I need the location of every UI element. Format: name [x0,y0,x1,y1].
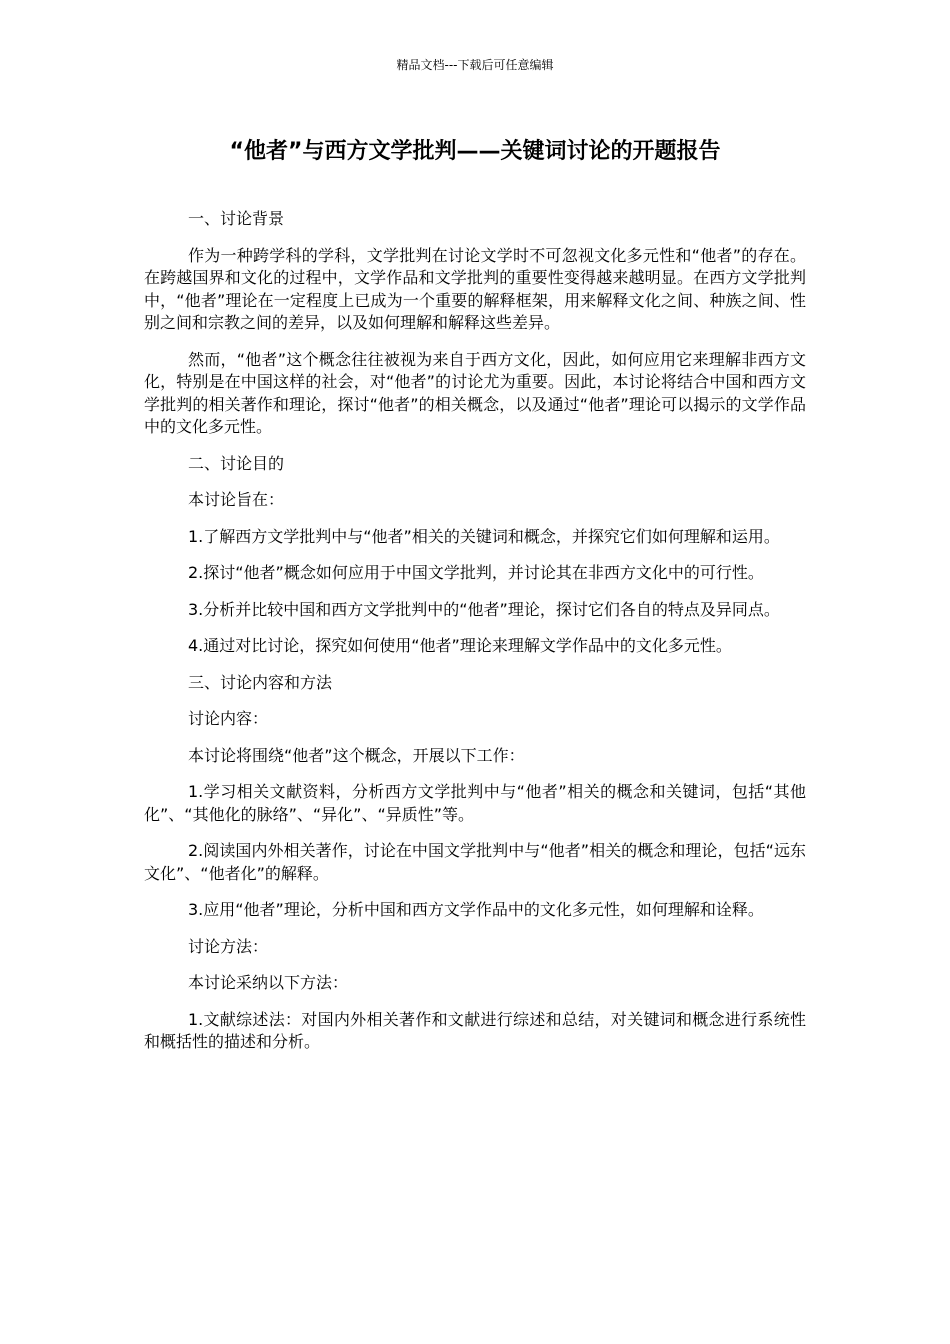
page-header: 精品文档---下载后可任意编辑 [396,58,554,72]
subheading-method: 讨论方法： [188,936,269,956]
paragraph-method-intro: 本讨论采纳以下方法： [188,973,349,992]
document-title: “他者”与西方文学批判——关键词讨论的开题报告 [229,139,721,164]
paragraph-content-intro: 本讨论将围绕“他者”这个概念，开展以下工作： [188,745,525,765]
paragraph-purpose-intro: 本讨论旨在： [188,490,285,509]
document-body [144,208,806,1068]
purpose-item-4: 4.通过对比讨论，探究如何使用“他者”理论来理解文学作品中的文化多元性。 [188,636,732,655]
subheading-content: 讨论内容： [188,709,269,728]
purpose-item-3: 3.分析并比较中国和西方文学批判中的“他者”理论，探讨它们各自的特点及异同点。 [188,599,780,619]
paragraph-background-1: 作为一种跨学科的学科，文学批判在讨论文学时不可忽视文化多元性和“他者”的存在。在跨越国界和文化的过程中，文学作品和文学批判的重要性变得越来越明显。在西方文学批判中，“他者”理论在一定程度上已成为一个重要的解释框架，用来解释文化之间、种族之间、性别之间和宗教之间的差异，以及如何理解和解释这些差异。 [144,245,806,332]
section-heading-background: 一、讨论背景 [188,209,285,228]
paragraph-background-2: 然而，“他者”这个概念往往被视为来自于西方文化，因此，如何应用它来理解非西方文化，特别是在中国这样的社会，对“他者”的讨论尤为重要。因此，本讨论将结合中国和西方文学批判的相关著作和理论，探讨“他者”的相关概念，以及通过“他者”理论可以揭示的文学作品中的文化多元性。 [144,349,806,436]
method-item-1: 1.文献综述法：对国内外相关著作和文献进行综述和总结，对关键词和概念进行系统性和概括性的描述和分析。 [144,1009,806,1051]
content-item-2: 2.阅读国内外相关著作，讨论在中国文学批判中与“他者”相关的概念和理论，包括“远东文化”、“他者化”的解释。 [144,841,806,883]
content-item-1: 1.学习相关文献资料，分析西方文学批判中与“他者”相关的概念和关键词，包括“其他化”、“其他化的脉络”、“异化”、“异质性”等。 [144,782,806,824]
section-heading-purpose: 二、讨论目的 [188,453,285,473]
purpose-item-2: 2.探讨“他者”概念如何应用于中国文学批判，并讨论其在非西方文化中的可行性。 [188,563,764,582]
section-heading-content-method: 三、讨论内容和方法 [188,672,333,692]
content-item-3: 3.应用“他者”理论，分析中国和西方文学作品中的文化多元性，如何理解和诠释。 [188,900,764,919]
purpose-item-1: 1.了解西方文学批判中与“他者”相关的关键词和概念，并探究它们如何理解和运用。 [188,526,780,546]
